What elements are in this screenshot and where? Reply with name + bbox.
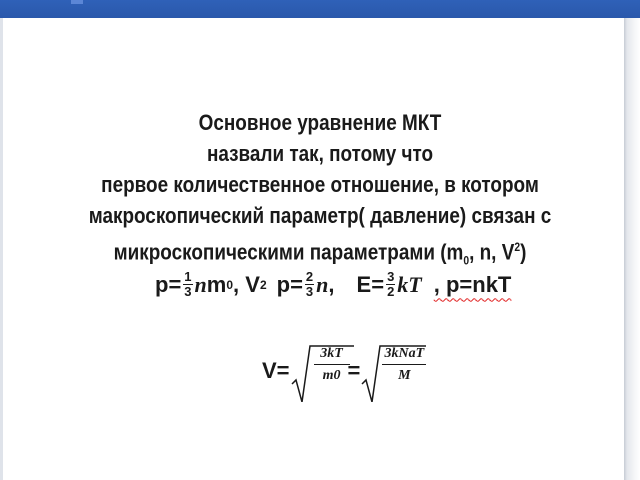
heading-line-1: Основное уравнение МКТ [198,110,442,135]
sqrt-radical-1 [290,340,354,402]
formula-p2 [277,270,335,299]
m-subscript: 0 [463,253,470,268]
r1-numerator: 3kT [314,346,350,365]
v-label: V= [262,358,290,383]
line5-start: микроскопическими параметрами (m [113,239,464,265]
p2-label: p= [276,271,303,297]
slide-left-edge [0,18,3,480]
n2-symbol: n [316,271,329,297]
v2-superscript: 2 [259,277,267,292]
v-superscript: 2 [514,240,521,254]
kt-symbol: kT [397,271,422,297]
sqrt-radical-2 [360,340,426,402]
fraction-two-thirds [305,270,314,299]
r2-numerator: 3kNaT [382,346,426,365]
m0-subscript: 0 [226,277,234,292]
equals-sign: = [347,358,361,383]
frac3-num: 3 [387,269,395,284]
radical-2-fraction [382,346,426,384]
window-title-bar [0,0,640,18]
formula-line [155,270,511,299]
body-line-4: макроскопический параметр( давление) связан с [88,203,552,228]
r1-denominator: m0 [322,368,341,383]
fraction-three-halves [386,270,395,299]
fraction-one-third [183,270,192,299]
frac1-den: 3 [184,284,192,299]
comma-v: , V [233,271,260,297]
pnkt-text: , p=nkT [433,271,512,297]
frac3-den: 2 [387,284,395,299]
p1-label: p= [155,271,182,297]
line5-mid: , n, V [469,239,515,265]
m0-symbol: m [206,271,227,297]
n1-symbol: n [194,271,207,297]
title-bar-marker [71,0,83,4]
comma2: , [328,271,335,297]
radical-1-fraction [314,346,350,384]
e-label: E= [356,271,385,297]
formula-p1 [155,270,267,299]
frac1-num: 1 [184,269,192,284]
body-line-3: первое количественное отношение, в котором [101,172,539,197]
frac2-den: 3 [305,284,314,299]
velocity-formula [262,340,426,402]
formula-e [357,270,422,299]
formula-pnkt [434,272,512,298]
frac2-num: 2 [305,269,314,284]
slide-right-edge [624,18,640,480]
heading-line-2: назвали так, потому что [206,141,434,166]
r2-denominator: M [398,368,411,383]
line5-end: ) [520,239,527,265]
